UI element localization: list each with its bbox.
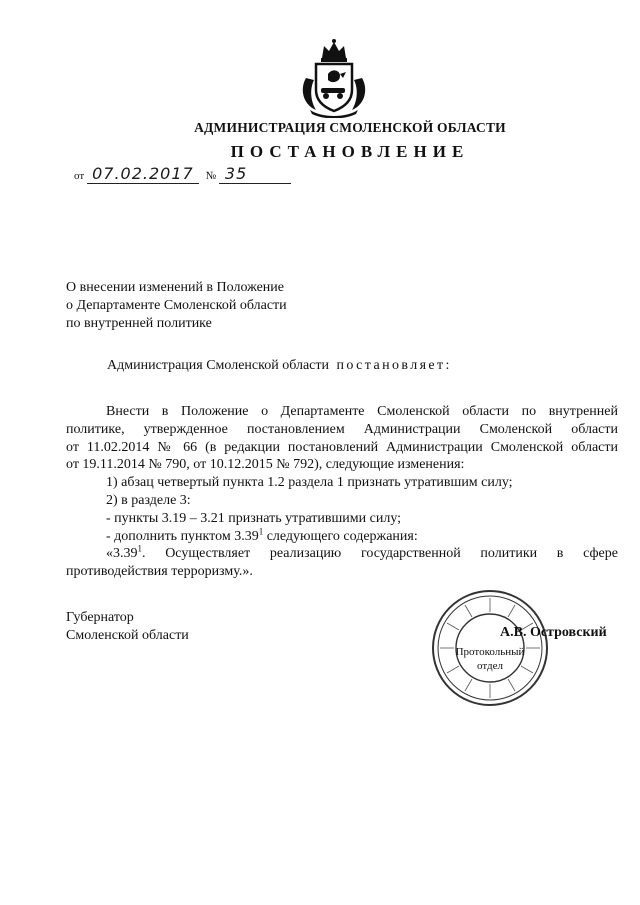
body-text-span: . Осуществляет реализацию государственной политики в сфере bbox=[142, 546, 618, 562]
preamble bbox=[107, 358, 452, 374]
body-text-span: «3.39 bbox=[106, 546, 138, 562]
body-line: 1) абзац четвертый пункта 1.2 раздела 1 признать утратившим силу; bbox=[106, 475, 513, 491]
number-value: 35 bbox=[219, 164, 291, 184]
body-text-span: - дополнить пунктом 3.39 bbox=[106, 528, 259, 544]
document-type-title: ПОСТАНОВЛЕНИЕ bbox=[230, 142, 470, 161]
subject-line: о Департаменте Смоленской области bbox=[66, 298, 287, 313]
subject-line: О внесении изменений в Положение bbox=[66, 280, 285, 295]
seal-text-line: отдел bbox=[477, 660, 503, 672]
superscript: 1 bbox=[137, 543, 142, 554]
subject-line: по внутренней политике bbox=[66, 316, 212, 331]
body-text-span: следующего содержания: bbox=[263, 528, 418, 544]
number-label: № bbox=[205, 170, 217, 182]
date-from-label: от bbox=[74, 170, 85, 182]
date-number-line bbox=[74, 164, 314, 190]
body-line: от 19.11.2014 № 790, от 10.12.2015 № 792), следующие изменения: bbox=[66, 457, 465, 473]
body-line: - пункты 3.19 – 3.21 признать утратившими силу; bbox=[106, 510, 402, 526]
body-line: Внести в Положение о Департаменте Смоленской области по внутренней bbox=[106, 404, 618, 419]
signer-position-line: Смоленской области bbox=[66, 628, 189, 643]
preamble-text: Администрация Смоленской области bbox=[107, 358, 330, 373]
preamble-verb: постановляет: bbox=[336, 358, 452, 373]
document-subject bbox=[66, 279, 356, 333]
organization-title: АДМИНИСТРАЦИЯ СМОЛЕНСКОЙ ОБЛАСТИ bbox=[194, 120, 506, 135]
body-line: от 11.02.2014 № 66 (в редакции постановлений Администрации Смоленской области bbox=[66, 439, 618, 455]
body-line: политике, утвержденное постановлением Администрации Смоленской области bbox=[66, 421, 618, 437]
document-body bbox=[66, 403, 618, 581]
seal-text bbox=[452, 645, 528, 673]
body-line bbox=[66, 525, 618, 546]
coat-of-arms-icon bbox=[296, 38, 372, 118]
body-line bbox=[66, 545, 618, 563]
date-value: 07.02.2017 bbox=[87, 164, 199, 184]
signer-name: А.В. Островский bbox=[500, 625, 607, 640]
body-line: 2) в разделе 3: bbox=[106, 492, 191, 508]
superscript: 1 bbox=[258, 525, 264, 536]
signer-position bbox=[66, 609, 189, 645]
signer-position-line: Губернатор bbox=[66, 610, 134, 625]
seal-text-line: Протокольный bbox=[455, 646, 525, 658]
body-line: противодействия терроризму.». bbox=[66, 564, 253, 580]
